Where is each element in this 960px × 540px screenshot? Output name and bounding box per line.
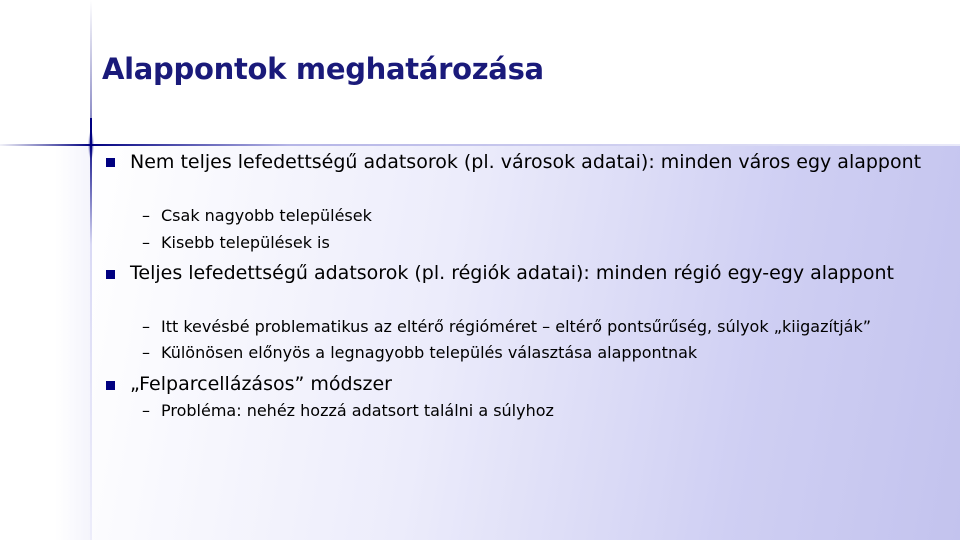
- sub-bullet-text: Itt kevésbé problematikus az eltérő régióméret – eltérő pontsűrűség, súlyok „kiigazítják”: [161, 317, 872, 336]
- sub-bullet-text: Kisebb települések is: [161, 233, 330, 252]
- dash-marker-icon: –: [142, 401, 150, 420]
- left-strip: [0, 146, 92, 540]
- dash-marker-icon: –: [142, 343, 150, 362]
- dash-marker-icon: –: [142, 206, 150, 225]
- sub-bullet-text: Probléma: nehéz hozzá adatsort találni a súlyhoz: [161, 401, 554, 420]
- square-bullet-icon: [106, 270, 115, 279]
- square-bullet-icon: [106, 381, 115, 390]
- accent-line-intersection: [88, 130, 94, 160]
- sub-bullet-text: Különösen előnyös a legnagyobb település választása alappontnak: [161, 343, 698, 362]
- horizontal-accent-line: [0, 144, 960, 146]
- sub-bullet-text: Csak nagyobb települések: [161, 206, 372, 225]
- dash-marker-icon: –: [142, 233, 150, 252]
- bullet-text: „Felparcellázásos” módszer: [130, 373, 392, 395]
- dash-marker-icon: –: [142, 317, 150, 336]
- bullet-text: Nem teljes lefedettségű adatsorok (pl. városok adatai): minden város egy alappont: [130, 151, 922, 173]
- bullet-text: Teljes lefedettségű adatsorok (pl. régiók adatai): minden régió egy-egy alappont: [130, 262, 894, 284]
- slide-title: Alappontok meghatározása: [102, 52, 544, 86]
- vertical-accent-line-top: [90, 0, 92, 118]
- square-bullet-icon: [106, 158, 115, 167]
- vertical-accent-line-bottom: [90, 118, 92, 540]
